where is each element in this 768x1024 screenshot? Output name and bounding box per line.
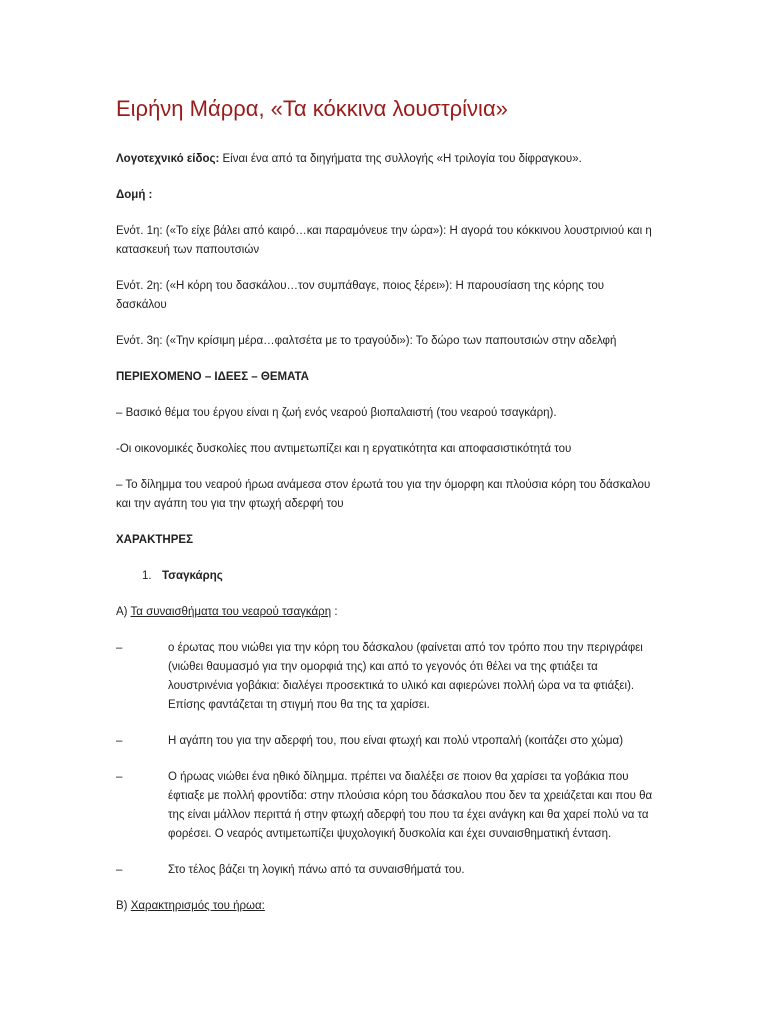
unit-2: Ενότ. 2η: («Η κόρη του δασκάλου…τον συμπάθαγε, ποιος ξέρει»): Η παρουσίαση της κόρης του δασκάλου <box>116 280 605 311</box>
page-title: Ειρήνη Μάρρα, «Τα κόκκινα λουστρίνια» <box>116 96 508 121</box>
list-number: 1. <box>142 570 152 582</box>
idea-1: – Βασικό θέμα του έργου είναι η ζωή ενός νεαρού βιοπαλαιστή (του νεαρού τσαγκάρη). <box>116 407 557 419</box>
unit-3: Ενότ. 3η: («Την κρίσιμη μέρα…φαλτσέτα με το τραγούδι»): Το δώρο των παπουτσιών στην αδελφή <box>116 335 617 347</box>
dash-bullet: – <box>116 642 123 654</box>
feeling-item <box>116 861 656 880</box>
feeling-text: ο έρωτας που νιώθει για την κόρη του δάσκαλου (φαίνεται από τον τρόπο που την περιγράφει (νιώθει θαυμασμό για την ομορφιά της) και από το γεγονός ότι θέλει να της φτιάξει τα λουστρινένια γοβάκια: διαλέγει προσεκτικά το υλικό και αφιερώνει πολλή ώρα να τα φτιάξει). Επίσης φαντάζεται τη στιγμή που θα της τα χαρίσει. <box>168 642 643 711</box>
section-b-prefix: Β) <box>116 900 131 912</box>
feeling-text: Η αγάπη του για την αδερφή του, που είναι φτωχή και πολύ ντροπαλή (κοιτάζει στο χώμα) <box>168 735 624 747</box>
section-b-heading <box>116 897 656 916</box>
feeling-item <box>116 768 656 844</box>
section-b-title: Χαρακτηρισμός του ήρωα: <box>130 900 265 912</box>
genre-label: Λογοτεχνικό είδος: <box>116 153 220 165</box>
section-a-prefix: Α) <box>116 606 131 618</box>
characters-heading: ΧΑΡΑΚΤΗΡΕΣ <box>116 534 193 546</box>
section-a-heading <box>116 603 656 622</box>
dash-bullet: – <box>116 771 123 783</box>
idea-3: – Το δίλημμα του νεαρού ήρωα ανάμεσα στον έρωτά του για την όμορφη και πλούσια κόρη του δάσκαλου και την αγάπη του για την φτωχή αδερφή του <box>116 479 651 510</box>
section-a-title: Τα συναισθήματα του νεαρού τσαγκάρη <box>130 606 332 618</box>
dash-bullet: – <box>116 864 123 876</box>
feeling-text: Στο τέλος βάζει τη λογική πάνω από τα συναισθήματά του. <box>168 864 465 876</box>
genre-paragraph <box>116 150 656 169</box>
idea-2: -Οι οικονομικές δυσκολίες που αντιμετωπίζει και η εργατικότητα και αποφασιστικότητά του <box>116 443 572 455</box>
feeling-text: Ο ήρωας νιώθει ένα ηθικό δίλημμα. πρέπει να διαλέξει σε ποιον θα χαρίσει τα γοβάκια που έφτιαξε με πολλή φροντίδα: στην πλούσια κόρη του δάσκαλου που δεν τα χρειάζεται και που θα της είναι μάλλον περιττά ή στην φτωχή αδερφή του που τα έχει ανάγκη και θα χαρεί πολύ να τα φορέσει. Ο νεαρός αντιμετωπίζει ψυχολογική δυσκολία και έχει συναισθηματική ένταση. <box>168 771 653 840</box>
genre-text: Είναι ένα από τα διηγήματα της συλλογής «Η τριλογία του δίφραγκου». <box>219 153 582 165</box>
document-page <box>116 92 656 933</box>
character-list-item <box>116 567 656 586</box>
feeling-item <box>116 732 656 751</box>
dash-bullet: – <box>116 735 123 747</box>
character-name: Τσαγκάρης <box>162 570 223 582</box>
feeling-item <box>116 639 656 715</box>
structure-heading: Δομή : <box>116 189 153 201</box>
section-a-suffix: : <box>331 606 338 618</box>
content-heading: ΠΕΡΙΕΧΟΜΕΝΟ – ΙΔΕΕΣ – ΘΕΜΑΤΑ <box>116 371 309 383</box>
unit-1: Ενότ. 1η: («Το είχε βάλει από καιρό…και παραμόνευε την ώρα»): Η αγορά του κόκκινου λουστρινιού και η κατασκευή των παπουτσιών <box>116 225 652 256</box>
